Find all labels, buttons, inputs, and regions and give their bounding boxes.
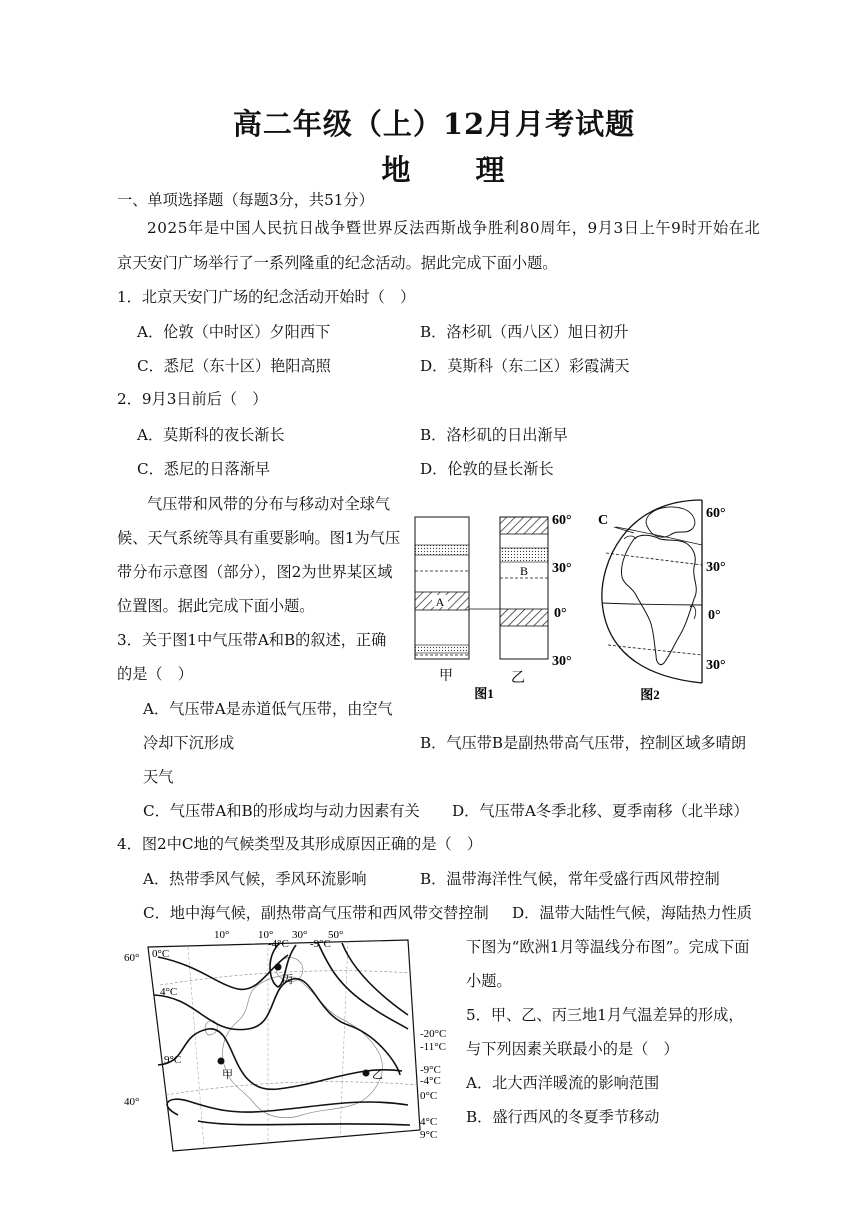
q3-option-b-line-1: B．气压带B是副热带高气压带，控制区域多晴朗 xyxy=(420,734,747,752)
passage2-line-2: 候、天气系统等具有重要影响。图1为气压 xyxy=(117,529,401,547)
marker-yi xyxy=(363,1070,370,1077)
map-iso-4: 4°C xyxy=(160,986,178,998)
q3-stem-line-1: 3．关于图1中气压带A和B的叙述，正确 xyxy=(117,631,387,649)
map-lon-30: 30° xyxy=(292,929,308,941)
map-lon-50: 50° xyxy=(328,929,344,941)
q2-option-d: D．伦敦的昼长渐长 xyxy=(420,460,554,478)
intro-line-2: 京天安门广场举行了一系列隆重的纪念活动。据此完成下面小题。 xyxy=(117,254,558,272)
passage2-line-4: 位置图。据此完成下面小题。 xyxy=(117,597,315,615)
fig2-label-c: C xyxy=(598,513,609,528)
map-iso-0-right: 0°C xyxy=(420,1090,438,1102)
map-iso-m9-top: -9°C xyxy=(310,938,331,950)
map-iso-m4-top: -4°C xyxy=(268,938,289,950)
map-iso-4-right: 4°C xyxy=(420,1116,438,1128)
q4-option-b: B．温带海洋性气候，常年受盛行西风带控制 xyxy=(420,870,720,888)
passage3-line-1: 下图为“欧洲1月等温线分布图”。完成下面 xyxy=(466,938,750,956)
passage3-line-2: 小题。 xyxy=(466,972,512,990)
fig1-lat-60: 60° xyxy=(552,513,572,528)
fig1-label-b: B xyxy=(519,564,529,578)
q1-option-d: D．莫斯科（东二区）彩霞满天 xyxy=(420,357,630,375)
q1-option-b: B．洛杉矶（西八区）旭日初升 xyxy=(420,323,629,341)
q5-option-b: B．盛行西风的冬夏季节移动 xyxy=(466,1108,660,1126)
page-title: 高二年级（上）12月月考试题 xyxy=(232,107,636,141)
q2-option-a: A．莫斯科的夜长渐长 xyxy=(137,426,285,444)
europe-isotherm-map xyxy=(118,925,468,1165)
map-lon-10e: 10° xyxy=(258,929,274,941)
q5-option-a: A．北大西洋暖流的影响范围 xyxy=(466,1074,660,1092)
q1-option-c: C．悉尼（东十区）艳阳高照 xyxy=(137,357,331,375)
intro-line-1: 2025年是中国人民抗日战争暨世界反法西斯战争胜利80周年，9月3日上午9时开始在北 xyxy=(147,219,761,237)
map-place-jia: 甲 xyxy=(222,1069,233,1081)
q3-option-b-line-2: 天气 xyxy=(143,768,174,786)
fig2-lat-30n: 30° xyxy=(706,560,726,575)
q3-stem-line-2: 的是（ ） xyxy=(117,665,193,683)
fig1-caption: 图1 xyxy=(474,686,494,701)
q4-stem: 4．图2中C地的气候类型及其形成原因正确的是（ ） xyxy=(117,835,483,853)
map-lat-40: 40° xyxy=(124,1096,140,1108)
map-lat-60: 60° xyxy=(124,952,140,964)
marker-jia xyxy=(218,1058,225,1065)
q4-option-c: C．地中海气候，副热带高气压带和西风带交替控制 xyxy=(143,904,489,922)
q2-option-b: B．洛杉矶的日出渐早 xyxy=(420,426,568,444)
q4-option-d: D．温带大陆性气候，海陆热力性质 xyxy=(512,904,752,922)
q1-option-a: A．伦敦（中时区）夕阳西下 xyxy=(137,323,331,341)
q3-option-a-line-2: 冷却下沉形成 xyxy=(143,734,235,752)
figure-2-region-map xyxy=(594,495,744,710)
subject-title: 地 理 xyxy=(381,153,523,187)
q1-stem: 1．北京天安门广场的纪念活动开始时（ ） xyxy=(117,288,416,306)
map-lon-10w: 10° xyxy=(214,929,230,941)
map-iso-m4-right: -4°C xyxy=(420,1075,441,1087)
map-iso-m20: -20°C xyxy=(420,1028,447,1040)
q2-option-c: C．悉尼的日落渐早 xyxy=(137,460,271,478)
q3-option-d: D．气压带A冬季北移、夏季南移（北半球） xyxy=(452,802,749,820)
fig1-lat-0: 0° xyxy=(554,606,567,621)
passage2-line-1: 气压带和风带的分布与移动对全球气 xyxy=(147,495,390,513)
passage2-line-3: 带分布示意图（部分），图2为世界某区域 xyxy=(117,563,393,581)
fig1-label-a: A xyxy=(435,595,445,609)
q3-option-a-line-1: A．气压带A是赤道低气压带，由空气 xyxy=(143,700,393,718)
section-heading: 一、单项选择题（每题3分，共51分） xyxy=(117,191,374,209)
fig2-lat-60: 60° xyxy=(706,506,726,521)
q3-option-c: C．气压带A和B的形成均与动力因素有关 xyxy=(143,802,420,820)
map-iso-m11: -11°C xyxy=(420,1041,446,1053)
fig1-lat-30s: 30° xyxy=(552,654,572,669)
marker-bing xyxy=(275,964,282,971)
q4-option-a: A．热带季风气候，季风环流影响 xyxy=(143,870,367,888)
fig1-col-jia: 甲 xyxy=(439,669,453,684)
map-iso-9-right: 9°C xyxy=(420,1129,438,1141)
map-iso-m9-right: -9°C xyxy=(420,1064,441,1076)
map-iso-0: 0°C xyxy=(152,948,170,960)
map-place-yi: 乙 xyxy=(372,1069,383,1081)
q5-stem-line-2: 与下列因素关联最小的是（ ） xyxy=(466,1040,679,1058)
map-place-bing: 丙 xyxy=(282,974,293,986)
fig2-caption: 图2 xyxy=(640,687,660,702)
fig1-lat-30n: 30° xyxy=(552,561,572,576)
fig1-col-yi: 乙 xyxy=(511,671,525,686)
figure-1-pressure-belts xyxy=(408,505,588,705)
fig2-lat-0: 0° xyxy=(708,608,721,623)
q5-stem-line-1: 5．甲、乙、丙三地1月气温差异的形成， xyxy=(466,1006,744,1024)
fig2-lat-30s: 30° xyxy=(706,658,726,673)
map-iso-9: 9°C xyxy=(164,1054,182,1066)
q2-stem: 2．9月3日前后（ ） xyxy=(117,390,268,408)
